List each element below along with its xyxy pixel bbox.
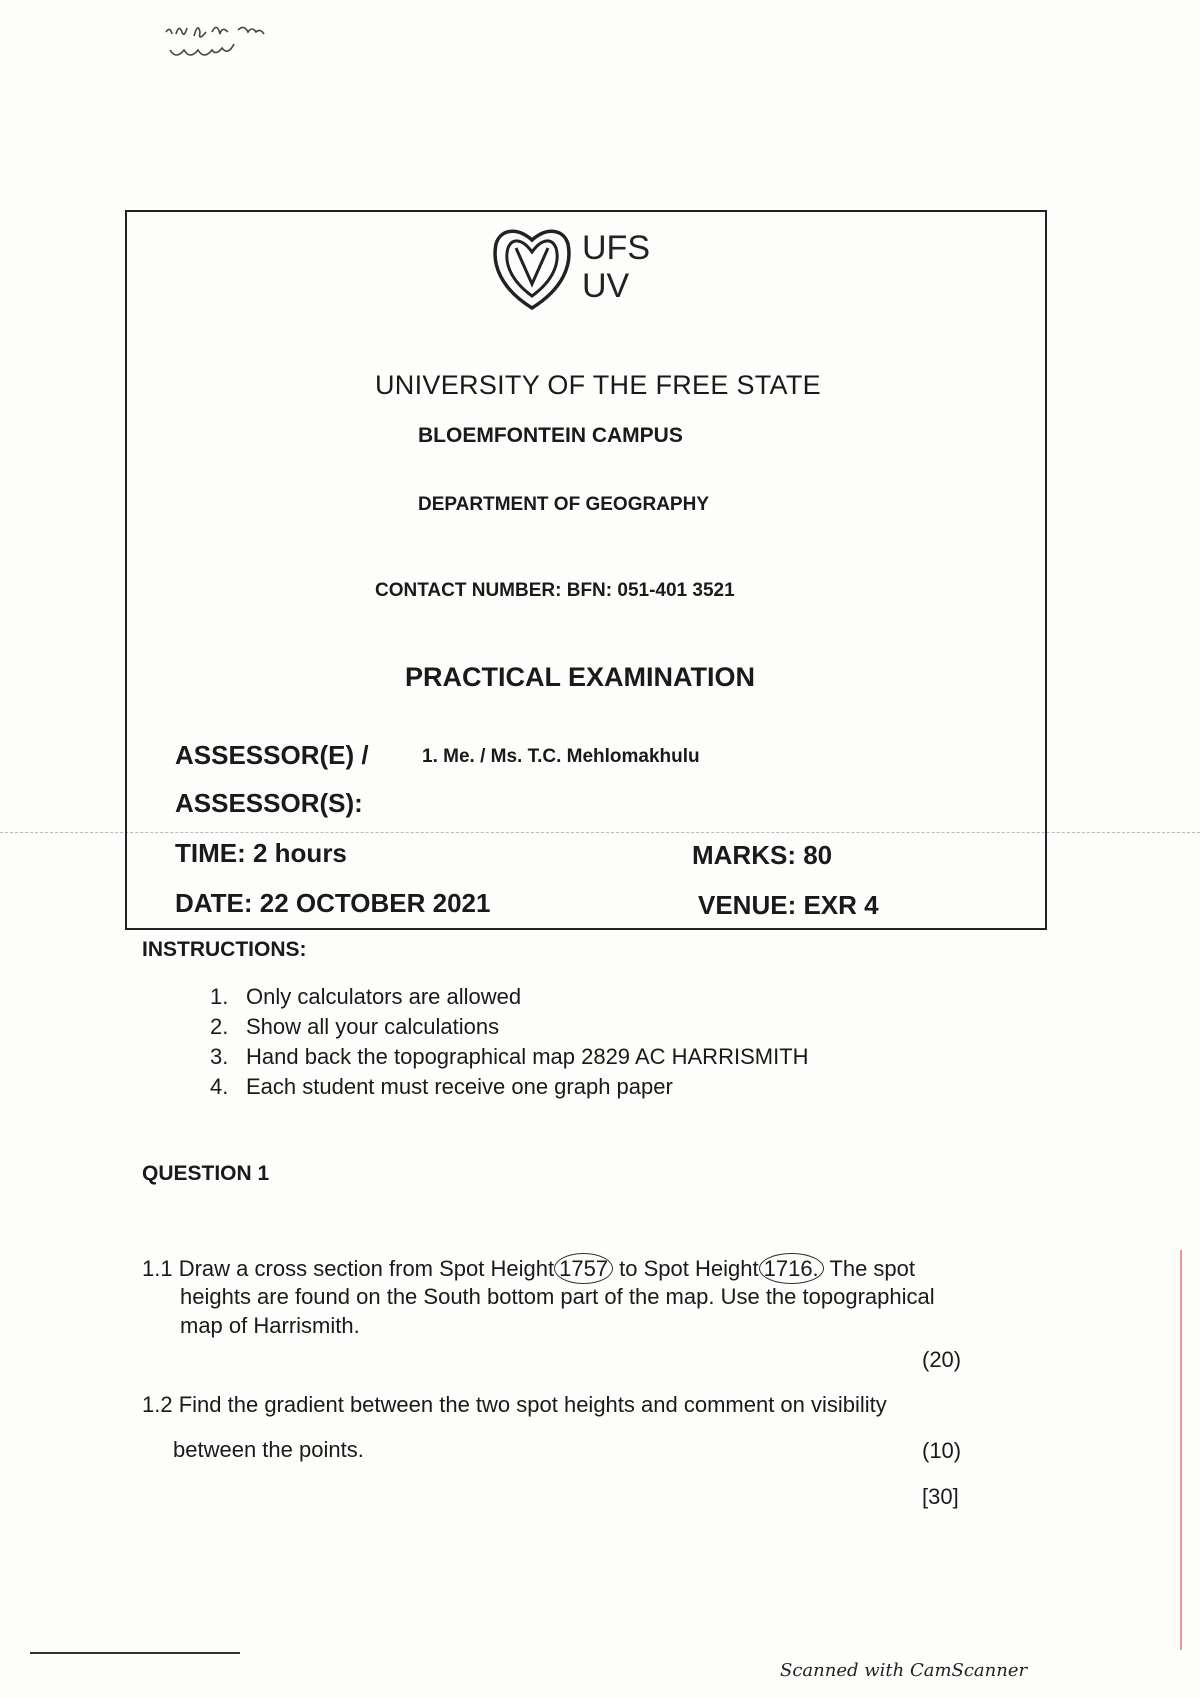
instructions-list [210, 982, 809, 1102]
question-1-total: [30] [922, 1484, 959, 1509]
list-item: 2. Show all your calculations [210, 1014, 500, 1039]
scanner-watermark: Scanned with CamScanner [780, 1660, 1028, 1681]
campus-name: BLOEMFONTEIN CAMPUS [418, 424, 683, 447]
question-title: QUESTION 1 [142, 1162, 270, 1185]
logo-line-1: UFS [582, 229, 650, 267]
list-item: 1. Only calculators are allowed [210, 984, 522, 1009]
scan-artifact-line [30, 1652, 240, 1654]
scan-edge-mark [1180, 1250, 1182, 1650]
list-item: 4. Each student must receive one graph paper [210, 1074, 673, 1099]
instructions-title: INSTRUCTIONS: [142, 938, 307, 961]
assessor-name: 1. Me. / Ms. T.C. Mehlomakhulu [422, 746, 700, 767]
question-1-1-marks: (20) [922, 1347, 962, 1372]
exam-marks: MARKS: 80 [692, 840, 833, 870]
question-1-2-line-1: 1.2 Find the gradient between the two spot heights and comment on visibility [142, 1392, 887, 1417]
question-1-1-body: heights are found on the South bottom part of the map. Use the topographical map of Harrismith. [180, 1284, 935, 1338]
assessor-label-2: ASSESSOR(S): [175, 788, 363, 818]
question-1-2-marks: (10) [922, 1438, 962, 1463]
question-number: 1.1 [142, 1256, 173, 1281]
ufs-shield-icon [490, 224, 574, 310]
exam-type: PRACTICAL EXAMINATION [405, 662, 755, 692]
header-box [125, 210, 1047, 930]
question-1-1-line-1: 1.1 Draw a cross section from Spot Height 1757 to Spot Height 1716. The spot [142, 1253, 915, 1284]
list-item: 3. Hand back the topographical map 2829 AC HARRISMITH [210, 1044, 809, 1069]
question-1-2-line-2: between the points. [173, 1437, 364, 1462]
logo-line-2: UV [582, 267, 630, 305]
ufs-logo [490, 224, 650, 310]
exam-date: DATE: 22 OCTOBER 2021 [175, 888, 491, 918]
exam-venue: VENUE: EXR 4 [698, 890, 879, 920]
handwriting-note: Khd y km [160, 12, 165, 13]
department-name: DEPARTMENT OF GEOGRAPHY [418, 494, 709, 515]
circled-spot-height-a: 1757 [554, 1253, 613, 1284]
question-number: 1.2 [142, 1392, 173, 1417]
university-name: UNIVERSITY OF THE FREE STATE [375, 370, 821, 400]
assessor-label-1: ASSESSOR(E) / [175, 740, 369, 770]
circled-spot-height-b: 1716. [759, 1253, 824, 1284]
handwritten-scribble [160, 12, 330, 72]
exam-time: TIME: 2 hours [175, 838, 347, 868]
contact-number: CONTACT NUMBER: BFN: 051-401 3521 [375, 580, 735, 601]
